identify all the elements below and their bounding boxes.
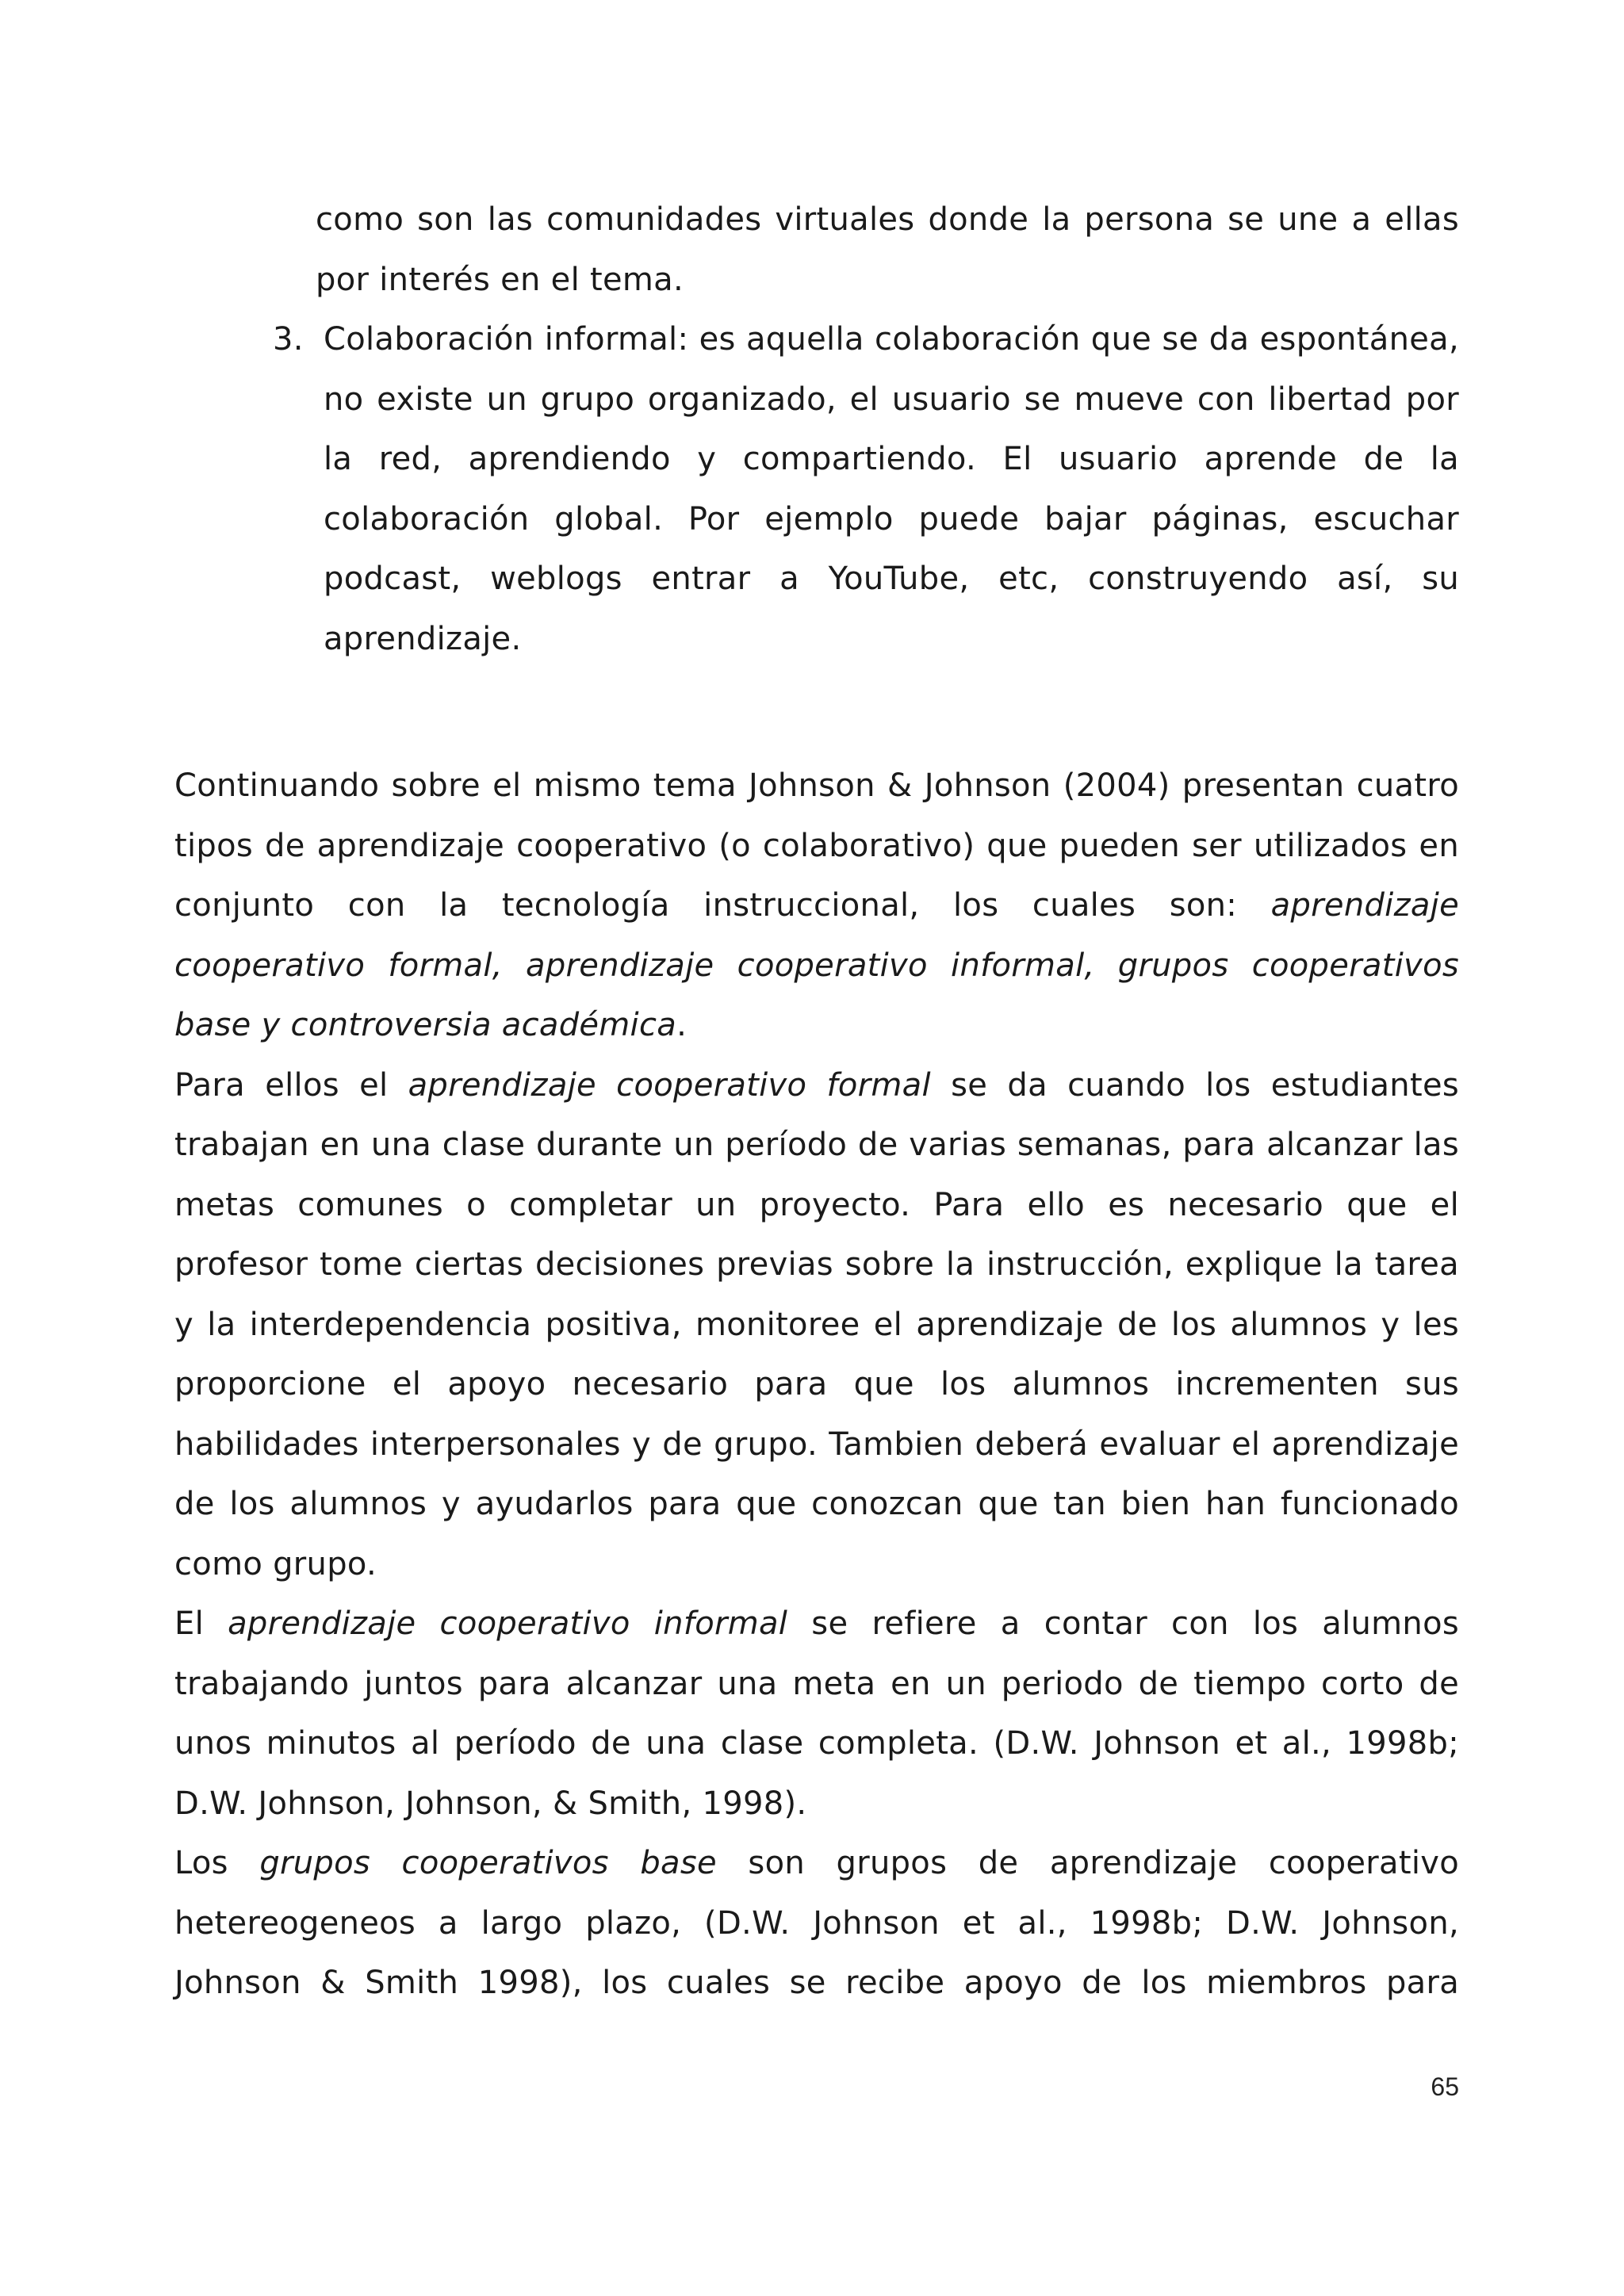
paragraph-formal [174, 1056, 1459, 1595]
paragraph-text-post: son grupos de aprendizaje cooperativo hetereogeneos a largo plazo, (D.W. Johnson et al., 1998b; D.W. Johnson, Johnson & Smith 1998), los cuales se recibe apoyo de los miembros para [174, 1845, 1459, 2001]
body-text [174, 756, 1459, 2014]
paragraph-end: . [676, 1007, 688, 1043]
paragraph-text-pre: Los [174, 1845, 260, 1881]
continuation-text: como son las comunidades virtuales donde la persona se une a ellas por interés en el tema. [316, 201, 1459, 298]
paragraph-text: Continuando sobre el mismo tema Johnson & Johnson (2004) presentan cuatro tipos de aprendizaje cooperativo (o colaborativo) que pueden ser utilizados en conjunto con la tecnología instruccional, los cuales son: [174, 767, 1459, 924]
page-number: 65 [1431, 2072, 1459, 2101]
italic-text: aprendizaje cooperativo formal, aprendizaje cooperativo informal, grupos cooperativos base y controversia académica [174, 887, 1459, 1043]
list-item-text: Colaboración informal: es aquella colaboración que se da espontánea, no existe un grupo organizado, el usuario se mueve con libertad por la red, aprendiendo y compartiendo. El usuario aprende de la colaboración global. Por ejemplo puede bajar páginas, escuchar podcast, weblogs entrar a YouTube, etc, construyendo así, su aprendizaje. [324, 321, 1459, 657]
italic-text: aprendizaje cooperativo formal [408, 1066, 931, 1104]
paragraph-text-post: se refiere a contar con los alumnos trabajando juntos para alcanzar una meta en un periodo de tiempo corto de unos minutos al período de una clase completa. (D.W. Johnson et al., 1998b; D.W. Johnson, Johnson, & Smith, 1998). [174, 1605, 1459, 1822]
paragraph-text-pre: Para ellos el [174, 1066, 408, 1104]
list-item-number: 3. [273, 321, 304, 358]
italic-text: grupos cooperativos base [259, 1845, 717, 1881]
italic-text: aprendizaje cooperativo informal [228, 1605, 788, 1642]
list-item-3 [273, 310, 1459, 669]
paragraph-johnson-intro [174, 756, 1459, 1056]
paragraph-text-post: se da cuando los estudiantes trabajan en una clase durante un período de varias semanas, para alcanzar las metas comunes o completar un proyecto. Para ello es necesario que el profesor tome ciertas decisiones previas sobre la instrucción, explique la tarea y la interdependencia positiva, monitoree el aprendizaje de los alumnos y les proporcione el apoyo necesario para que los alumnos incrementen sus habilidades interpersonales y de grupo. Tambien deberá evaluar el aprendizaje de los alumnos y ayudarlos para que conozcan que tan bien han funcionado como grupo. [174, 1066, 1459, 1582]
paragraph-text-pre: El [174, 1605, 228, 1642]
paragraph-base-groups [174, 1834, 1459, 2014]
paragraph-informal [174, 1594, 1459, 1834]
